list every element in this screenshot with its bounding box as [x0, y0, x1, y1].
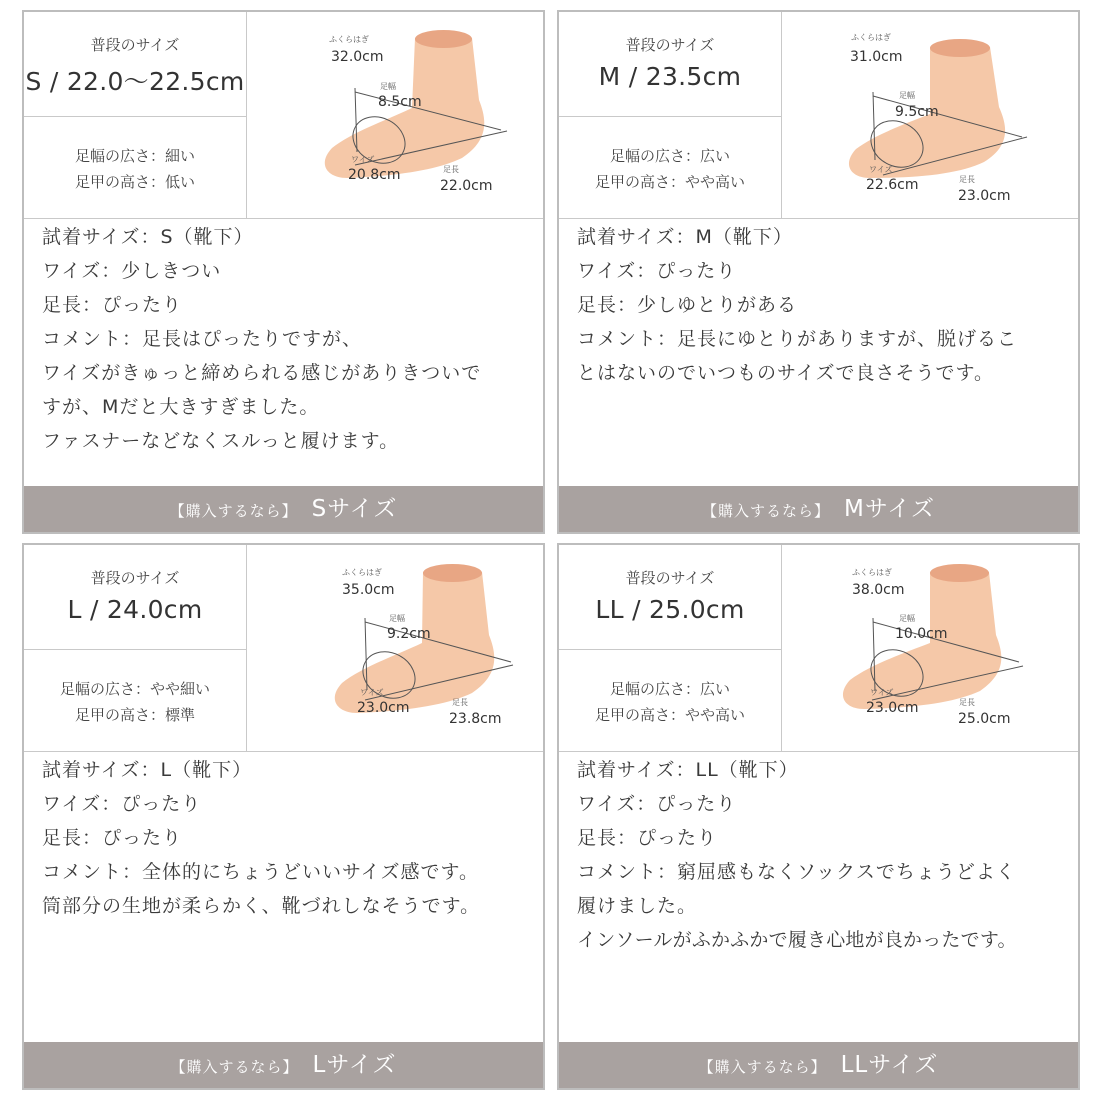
- buy-size: Sサイズ: [311, 496, 398, 522]
- review-line: 筒部分の生地が柔らかく、靴づれしなそうです。: [42, 895, 481, 917]
- review-line: 足長：ぴったり: [42, 827, 183, 849]
- buy-size: Lサイズ: [312, 1052, 397, 1078]
- review-line: コメント：窮屈感もなくソックスでちょうどよく: [577, 861, 1016, 883]
- foot-width-attr: 足幅の広さ：細い: [74, 147, 195, 165]
- foot-width-label: 足幅: [899, 91, 915, 100]
- foot-width-label: 足幅: [380, 82, 396, 91]
- review-text: [577, 220, 1070, 390]
- usual-size-value: S / 22.0〜22.5cm: [25, 67, 245, 96]
- foot-length-value: 22.0cm: [440, 178, 493, 194]
- review-line: ワイズ：ぴったり: [577, 793, 737, 815]
- usual-size-box: [24, 12, 247, 117]
- foot-diagram: [247, 12, 545, 218]
- calf-label: ふくらはぎ: [329, 35, 369, 44]
- review-line: ワイズがきゅっと締められる感じがありきついで: [42, 362, 482, 384]
- wise-label: ワイズ: [360, 688, 384, 697]
- sock-opening-shape: [930, 39, 990, 57]
- buy-size: Mサイズ: [844, 496, 936, 522]
- review-line: 試着サイズ：LL（靴下）: [577, 759, 799, 781]
- wise-label: ワイズ: [351, 155, 375, 164]
- size-card-s: [22, 10, 545, 534]
- review-line: 足長：少しゆとりがある: [577, 294, 798, 316]
- review-text: [42, 753, 535, 923]
- foot-width-label: 足幅: [899, 614, 915, 623]
- foot-width-attr: 足幅の広さ：広い: [609, 680, 730, 698]
- review-line: とはないのでいつものサイズで良さそうです。: [577, 362, 994, 384]
- calf-value: 32.0cm: [331, 49, 384, 65]
- calf-value: 35.0cm: [342, 582, 395, 598]
- card-header: [24, 12, 543, 219]
- usual-size-box: [559, 545, 782, 650]
- wise-value: 22.6cm: [866, 177, 919, 193]
- card-header: [559, 12, 1078, 219]
- foot-attributes: [559, 117, 782, 218]
- review-line: 試着サイズ：M（靴下）: [577, 226, 793, 248]
- wise-value: 23.0cm: [866, 700, 919, 716]
- foot-diagram: [782, 545, 1080, 751]
- foot-width-label: 足幅: [389, 614, 405, 623]
- wise-label: ワイズ: [869, 165, 893, 174]
- foot-width-attr: 足幅の広さ：やや細い: [59, 680, 210, 698]
- wise-value: 20.8cm: [348, 167, 401, 183]
- foot-width-attr: 足幅の広さ：広い: [609, 147, 730, 165]
- foot-width-value: 10.0cm: [895, 626, 948, 642]
- foot-length-label: 足長: [452, 698, 468, 707]
- instep-height-attr: 足甲の高さ：やや高い: [594, 706, 745, 724]
- sock-opening-shape: [930, 564, 989, 582]
- usual-size-label: 普段のサイズ: [90, 36, 180, 54]
- calf-value: 31.0cm: [850, 49, 903, 65]
- review-line: 試着サイズ：S（靴下）: [42, 226, 254, 248]
- buy-prefix: 【購入するなら】: [701, 502, 830, 520]
- foot-diagram: [247, 545, 545, 751]
- usual-size-value: L / 24.0cm: [67, 595, 203, 624]
- usual-size-label: 普段のサイズ: [625, 36, 715, 54]
- usual-size-box: [559, 12, 782, 117]
- buy-size: LLサイズ: [840, 1052, 939, 1078]
- review-line: 足長：ぴったり: [42, 294, 183, 316]
- foot-length-label: 足長: [959, 698, 975, 707]
- card-header: [24, 545, 543, 752]
- review-line: インソールがふかふかで履き心地が良かったです。: [577, 929, 1017, 951]
- calf-label: ふくらはぎ: [342, 568, 382, 577]
- calf-value: 38.0cm: [852, 582, 905, 598]
- foot-width-value: 9.5cm: [895, 104, 939, 120]
- usual-size-value: M / 23.5cm: [598, 62, 742, 91]
- review-line: ファスナーなどなくスルっと履けます。: [42, 430, 400, 452]
- sock-opening-shape: [423, 564, 482, 582]
- sock-opening-shape: [415, 30, 472, 48]
- buy-recommendation-bar: [24, 486, 543, 532]
- foot-attributes: [559, 650, 782, 751]
- review-line: 足長：ぴったり: [577, 827, 718, 849]
- calf-label: ふくらはぎ: [851, 33, 891, 42]
- buy-recommendation-bar: [24, 1042, 543, 1088]
- foot-length-value: 25.0cm: [958, 711, 1011, 727]
- foot-attributes: [24, 117, 247, 218]
- buy-prefix: 【購入するなら】: [698, 1058, 827, 1076]
- review-line: ワイズ：少しきつい: [42, 260, 222, 282]
- review-line: コメント：足長はぴったりですが、: [42, 328, 363, 350]
- usual-size-box: [24, 545, 247, 650]
- foot-length-label: 足長: [443, 165, 459, 174]
- foot-length-value: 23.0cm: [958, 188, 1011, 204]
- buy-recommendation-bar: [559, 1042, 1078, 1088]
- instep-height-attr: 足甲の高さ：やや高い: [594, 173, 745, 191]
- review-text: [42, 220, 535, 458]
- wise-value: 23.0cm: [357, 700, 410, 716]
- size-card-ll: [557, 543, 1080, 1090]
- instep-height-attr: 足甲の高さ：標準: [74, 706, 195, 724]
- size-card-l: [22, 543, 545, 1090]
- size-card-m: [557, 10, 1080, 534]
- foot-length-label: 足長: [959, 175, 975, 184]
- buy-prefix: 【購入するなら】: [169, 502, 298, 520]
- usual-size-label: 普段のサイズ: [625, 569, 715, 587]
- review-line: コメント：足長にゆとりがありますが、脱げるこ: [577, 328, 1018, 350]
- foot-width-value: 9.2cm: [387, 626, 431, 642]
- usual-size-value: LL / 25.0cm: [595, 595, 745, 624]
- wise-label: ワイズ: [870, 688, 894, 697]
- review-text: [577, 753, 1076, 957]
- review-line: 履けました。: [577, 895, 698, 917]
- calf-label: ふくらはぎ: [852, 568, 892, 577]
- review-line: ワイズ：ぴったり: [42, 793, 202, 815]
- review-line: すが、Mだと大きすぎました。: [42, 396, 320, 418]
- review-line: 試着サイズ：L（靴下）: [42, 759, 253, 781]
- buy-recommendation-bar: [559, 486, 1078, 532]
- usual-size-label: 普段のサイズ: [90, 569, 180, 587]
- foot-length-value: 23.8cm: [449, 711, 502, 727]
- foot-attributes: [24, 650, 247, 751]
- instep-height-attr: 足甲の高さ：低い: [74, 173, 195, 191]
- buy-prefix: 【購入するなら】: [170, 1058, 299, 1076]
- review-line: コメント：全体的にちょうどいいサイズ感です。: [42, 861, 479, 883]
- review-line: ワイズ：ぴったり: [577, 260, 737, 282]
- foot-diagram: [782, 12, 1080, 218]
- foot-width-value: 8.5cm: [378, 94, 422, 110]
- card-header: [559, 545, 1078, 752]
